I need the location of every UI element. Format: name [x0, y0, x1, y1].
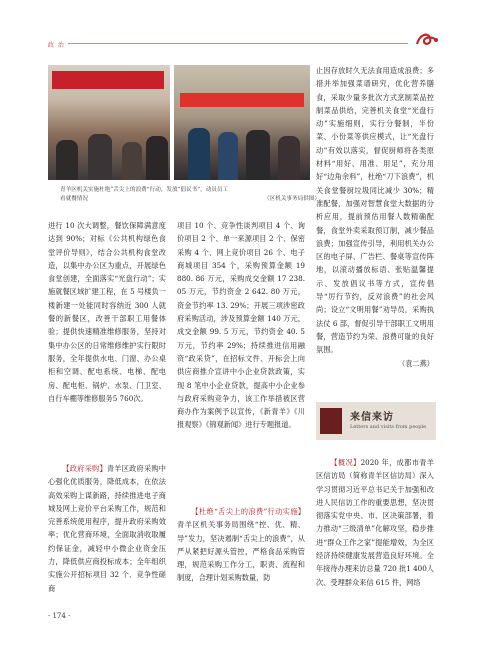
page-number: · 174 · [48, 612, 71, 620]
section-emblem-icon [320, 408, 342, 434]
author-note: （袁二燕） [398, 358, 434, 368]
column-3-bottom [316, 456, 434, 589]
photo-staff-meeting [48, 65, 170, 180]
section-subtitle: Letters and visits from people [350, 424, 427, 430]
paragraph: 止因存放时久无法食用造成浪费；多措并举加强菜谱研究，优化营养膳食，采取少量多批次方式烹制菜品控制菜品供给，完善机关食堂“光盘行动”实施细则，实行分餐制，半份菜、小份菜等供应模式，让“光盘行动”有效以落实，督促厨师将各类原材料“用好、用准、用足”，充分用好“边角余料”，杜绝“刀下浪费”，机关食堂餐厨垃圾同比减少 30%；精准配餐，加强对智慧食堂大数据的分析应用，提前预估用餐人数精确配餐，食堂外卖采取预订制，减少餐品浪费；加强宣传引导，利用机关办公区的电子屏、广告栏、餐桌等宣传阵地，以滚动播放标语、张贴温馨提示、发放倡议书等方式，宣传倡导“厉行节约，反对浪费”的社会风尚；设立“文明用餐”劝导员，采购执法仗 6 部，督促引导干部职工文明用餐，营造节约为荣、浪费可耻的良好氛围。 [316, 66, 434, 355]
paragraph: 进行 10 次大调整，餐饮保障满意度达到 90%；对标《公共机构绿色食堂评价导则》，结合公共机构食堂改造，以集中办公区为重点，开展绿色食堂创建，全面落实“光盘行动”；实施就餐区域扩建工程，在 5 号楼负一楼新建一处能同时容纳近 300 人就餐的新餐区，改善干部职工用餐体验；提供快速精准维修服务，坚持对集中办公区的日常维修维护实行限时服务，全年提供水电、门窗、办公桌柜和空调、配电系统、电梯、配电房、配电柜、锅炉、水泵、门卫室、自行车棚等维修服务5 760次。 [48, 221, 166, 403]
paragraph-government-procurement: 【政府采购】青羊区政府采购中心强化优质服务，降低成本，在依法高效采购上谋新路，持续推进电子商城及网上竞价平台采购工作，规范和完善系统使用程序，提升政府采购效率；优化营商环境，全面取消收取履约保证金，减轻中小微企业资金压力，降低供应商投标成本；全年组织实施公开招标项目 32 个、竞争性磋商 [48, 464, 166, 593]
paragraph-food-waste-action: 【杜绝“舌尖上的浪费”行动实施】青羊区机关事务局围绕“控、优、精、导”发力，坚决遏制“舌尖上的浪费”，从严从紧把好源头管控，严格食品采购管理，规范采购工作分工，职责、流程和制度，合理计划采购数量，防 [177, 507, 305, 583]
caption-line-1: 青羊区机关实施杜绝“舌尖上的浪费”行动，发放“倡议书”，动员员工 [60, 187, 229, 193]
column-2-bottom [177, 505, 305, 585]
paragraph-overview: 【概况】2020 年，成都市青羊区信访局（简称青羊区信访局）深入学习贯彻习近平总书记关于加强和改进人民信访工作的重要思想，坚决贯彻落实党中央、市、区决策部署，着力推动“三级清单”化解攻坚，稳步推进“群众工作之家”提能增效，为全区经济持续健康发展营造良好环境。全年接待办理来访总量 720 批1 400人次、受理群众来信 615 件，网络 [316, 458, 434, 587]
section-tag: 【杜绝“舌尖上的浪费”行动实施】 [191, 507, 305, 516]
header-label: 政 治 [48, 42, 65, 49]
section-title: 来信来访 [350, 412, 394, 423]
column-2-top [177, 219, 305, 432]
photo-caption [60, 186, 320, 203]
section-header-letters-visits [316, 402, 436, 440]
caption-line-2: 看就餐情况 [60, 195, 88, 202]
decorative-swirl-icon [414, 30, 440, 50]
photo-banner [52, 71, 164, 89]
page-header [0, 0, 480, 50]
caption-credit: （区机关事务局供图） [264, 195, 320, 202]
photo-dining-hall [174, 65, 310, 180]
column-3-top [316, 64, 434, 370]
photo-banner-slogan [180, 93, 304, 107]
section-tag: 【概况】 [330, 458, 361, 467]
paragraph: 项目 10 个、竞争性谈判项目 4 个、询价项目 2 个、单一来源项目 2 个、保密采购 4 个、网上竞价项目 26 个、电子商城项目 354 个，采购预算金额 19 880. 86 万元，采购成交金额 17 238. 05 万元，节约资金 2 642. 80 万元，资金节约率 13. 29%；开展三项涉密政府采购活动，涉及预算金额 140 万元，成交金额 99. 5 万元，节约资金 40. 5 万元，节约率 29%；持续推进信用融资“政采贷”，在招标文件、开标会上向供应商推介宣讲中小企业贷款政策，实现 8 笔中小企业贷款，提高中小企业参与政府采购竞争力，该工作举措被区营商办作为案例予以宣传，《新青羊》《川报观察》《锦观新闻》进行专题报道。 [177, 221, 305, 430]
header-rule [68, 43, 408, 44]
section-tag: 【政府采购】 [62, 464, 107, 473]
column-1-top [48, 219, 166, 405]
column-1-bottom [48, 462, 166, 595]
